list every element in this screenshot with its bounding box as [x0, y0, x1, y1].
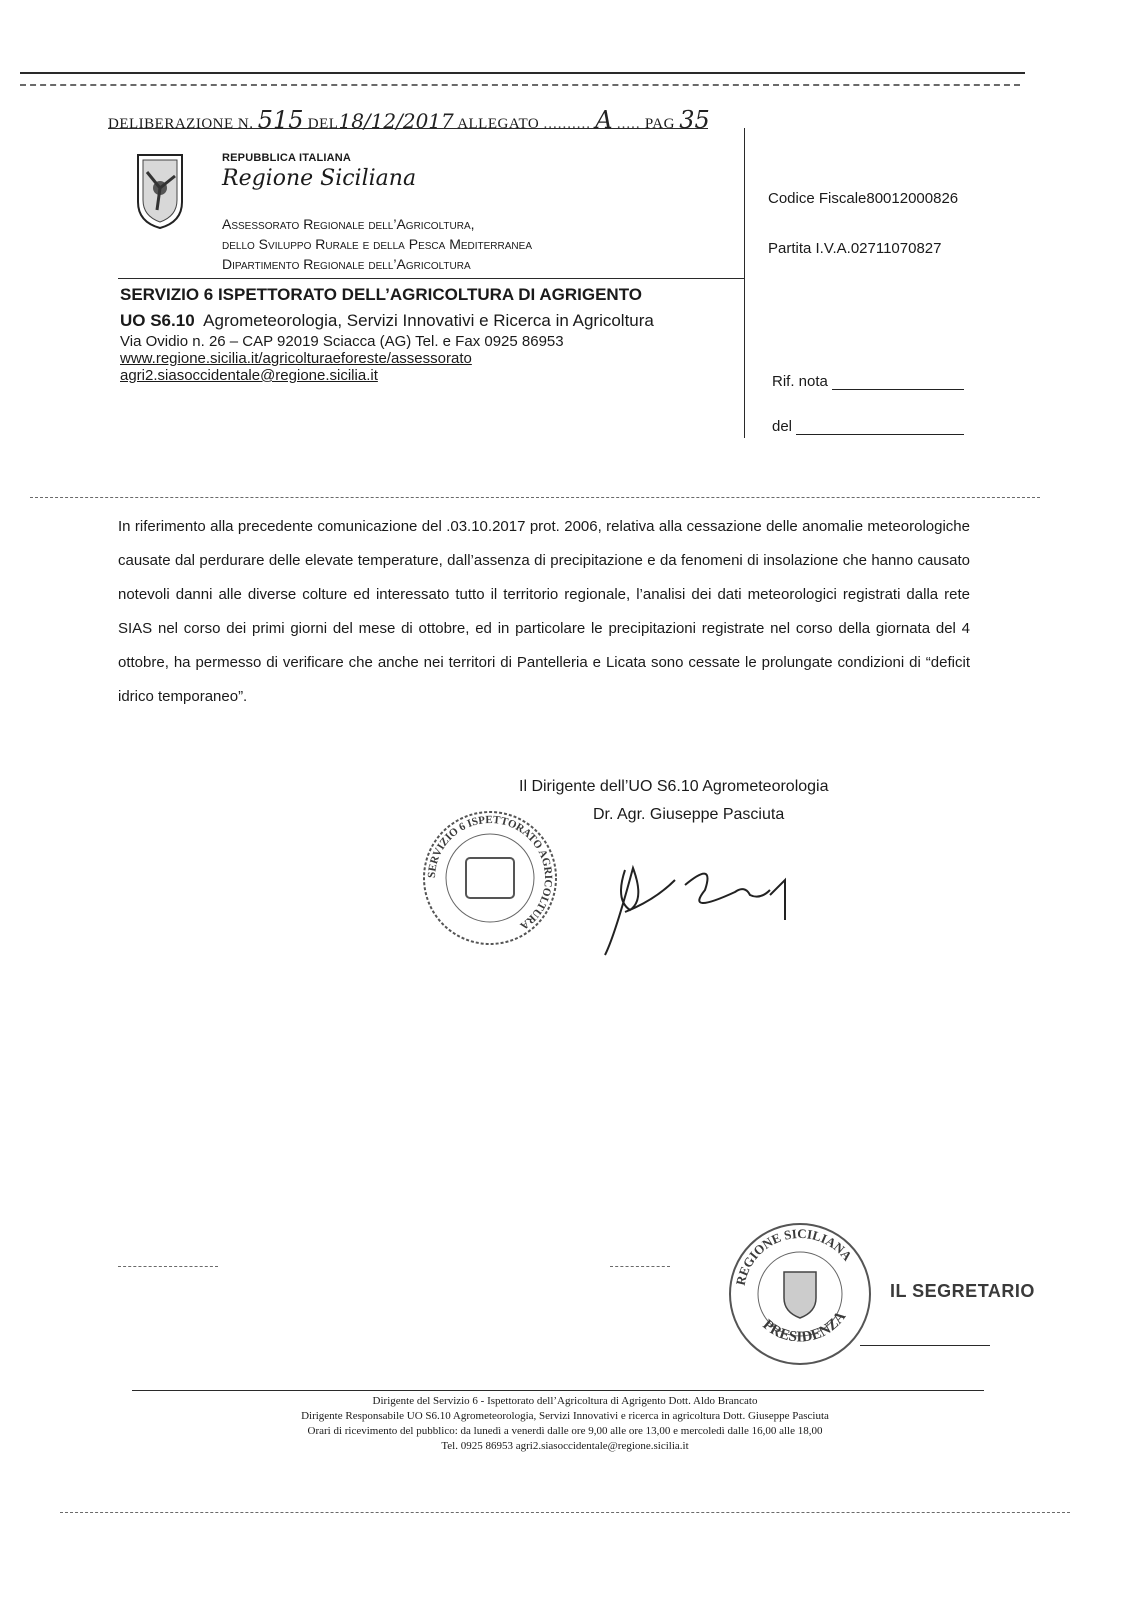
del-row	[772, 418, 964, 435]
delibera-date: 18/12/2017	[338, 109, 454, 133]
footer-line-2: Dirigente Responsabile UO S6.10 Agrometeorologia, Servizi Innovativi e ricerca in agricoltura Dott. Giuseppe Pasciuta	[301, 1410, 829, 1422]
assessorato-block	[222, 214, 532, 274]
signer-name: Dr. Agr. Giuseppe Pasciuta	[593, 806, 785, 823]
assessorato-line-3: Dipartimento Regionale dell’Agricoltura	[222, 256, 471, 272]
header-divider	[118, 278, 744, 279]
sicily-crest-icon	[135, 152, 185, 230]
allegato-label: ALLEGATO	[457, 116, 540, 132]
top-rule	[20, 72, 1025, 74]
uo-code: UO S6.10	[120, 311, 195, 330]
repubblica-italiana: REPUBBLICA ITALIANA	[222, 152, 352, 164]
rif-nota-field[interactable]	[832, 375, 964, 390]
footer-block	[140, 1394, 990, 1454]
stamp2-text: REGIONE SICILIANA	[732, 1225, 856, 1287]
delibera-number: 515	[257, 106, 304, 134]
delibera-line: DELIBERAZIONE N. 515 DEL18/12/2017 ALLEGATO .......... A ..... PAG 35	[108, 106, 710, 134]
assessorato-line-2: dello Sviluppo Rurale e della Pesca Mediterranea	[222, 236, 532, 252]
page-number: 35	[679, 106, 710, 134]
address-block	[120, 333, 564, 384]
segretario-label: IL SEGRETARIO	[890, 1281, 1035, 1301]
delibera-underline	[108, 128, 708, 129]
rif-nota-label: Rif. nota	[772, 373, 828, 390]
mid-dash-right	[610, 1266, 670, 1267]
footer-line-3: Orari di ricevimento del pubblico: da lunedì a venerdì dalle ore 9,00 alle ore 13,00 e mercoledì dalle 16,00 alle 18,00	[307, 1425, 823, 1437]
del-field[interactable]	[796, 420, 964, 435]
bottom-dash-line	[60, 1512, 1070, 1513]
letter-body	[118, 510, 970, 714]
office-stamp	[420, 808, 560, 948]
footer-line-1: Dirigente del Servizio 6 - Ispettorato dell’Agricoltura di Agrigento Dott. Aldo Brancato	[372, 1395, 758, 1407]
del-label: del	[772, 418, 793, 435]
signer-role: Il Dirigente dell’UO S6.10 Agrometeorologia	[519, 778, 829, 795]
stamp1-text: SERVIZIO 6 ISPETTORATO AGRICOLTURA	[425, 813, 555, 932]
rif-nota	[772, 373, 964, 390]
footer-line-4: Tel. 0925 86953 agri2.siasoccidentale@regione.sicilia.it	[441, 1440, 689, 1452]
scan-dash-line	[30, 497, 1040, 498]
email-link[interactable]: agri2.siasoccidentale@regione.sicilia.it	[120, 367, 378, 384]
servizio-title: SERVIZIO 6 ISPETTORATO DELL’AGRICOLTURA DI AGRIGENTO	[120, 285, 643, 304]
top-rule-dashed	[20, 84, 1020, 86]
website-link[interactable]: www.regione.sicilia.it/agricolturaeforeste/assessorato	[120, 350, 472, 367]
allegato-letter: A	[595, 106, 613, 134]
regione-siciliana: Regione Siciliana	[222, 166, 417, 191]
address: Via Ovidio n. 26 – CAP 92019 Sciacca (AG) Tel. e Fax 0925 86953	[120, 333, 564, 350]
uo-name: Agrometeorologia, Servizi Innovativi e Ricerca in Agricoltura	[203, 311, 654, 330]
handwritten-signature	[585, 840, 815, 960]
stamp2-bottom-text: PRESIDENZA	[759, 1308, 850, 1346]
presidenza-stamp	[728, 1222, 873, 1367]
codice-fiscale: Codice Fiscale80012000826	[768, 190, 959, 207]
segretario-signature-line	[860, 1345, 990, 1346]
body-paragraph: In riferimento alla precedente comunicazione del .03.10.2017 prot. 2006, relativa alla cessazione delle anomalie meteorologiche causate dal perdurare delle elevate temperature, dall’assenza di precipitazione e da fenomeni di insolazione che hanno causato notevoli danni alle diverse colture ed interessato tutto il territorio regionale, l’analisi dei dati meteorologici registrati dalla rete SIAS nel corso dei primi giorni del mese di ottobre, ed in particolare le precipitazioni registrate nel corso della giornata del 4 ottobre, ha permesso di verificare che anche nei territori di Pantelleria e Licata sono cessate le prolungate condizioni di “deficit idrico temporaneo”.	[118, 518, 970, 705]
delibera-del-label: DEL	[307, 116, 339, 132]
footer-rule	[132, 1390, 984, 1391]
mid-dash-left	[118, 1266, 218, 1267]
uo-line	[120, 311, 654, 331]
svg-text:SERVIZIO 6 ISPETTORATO AGRICOL	[426, 814, 554, 932]
partita-iva: Partita I.V.A.02711070827	[768, 240, 942, 257]
pag-label: PAG	[644, 116, 675, 132]
delibera-prefix: DELIBERAZIONE N.	[108, 116, 254, 132]
assessorato-line-1: Assessorato Regionale dell’Agricoltura,	[222, 216, 475, 232]
header-vertical-divider	[744, 128, 745, 438]
